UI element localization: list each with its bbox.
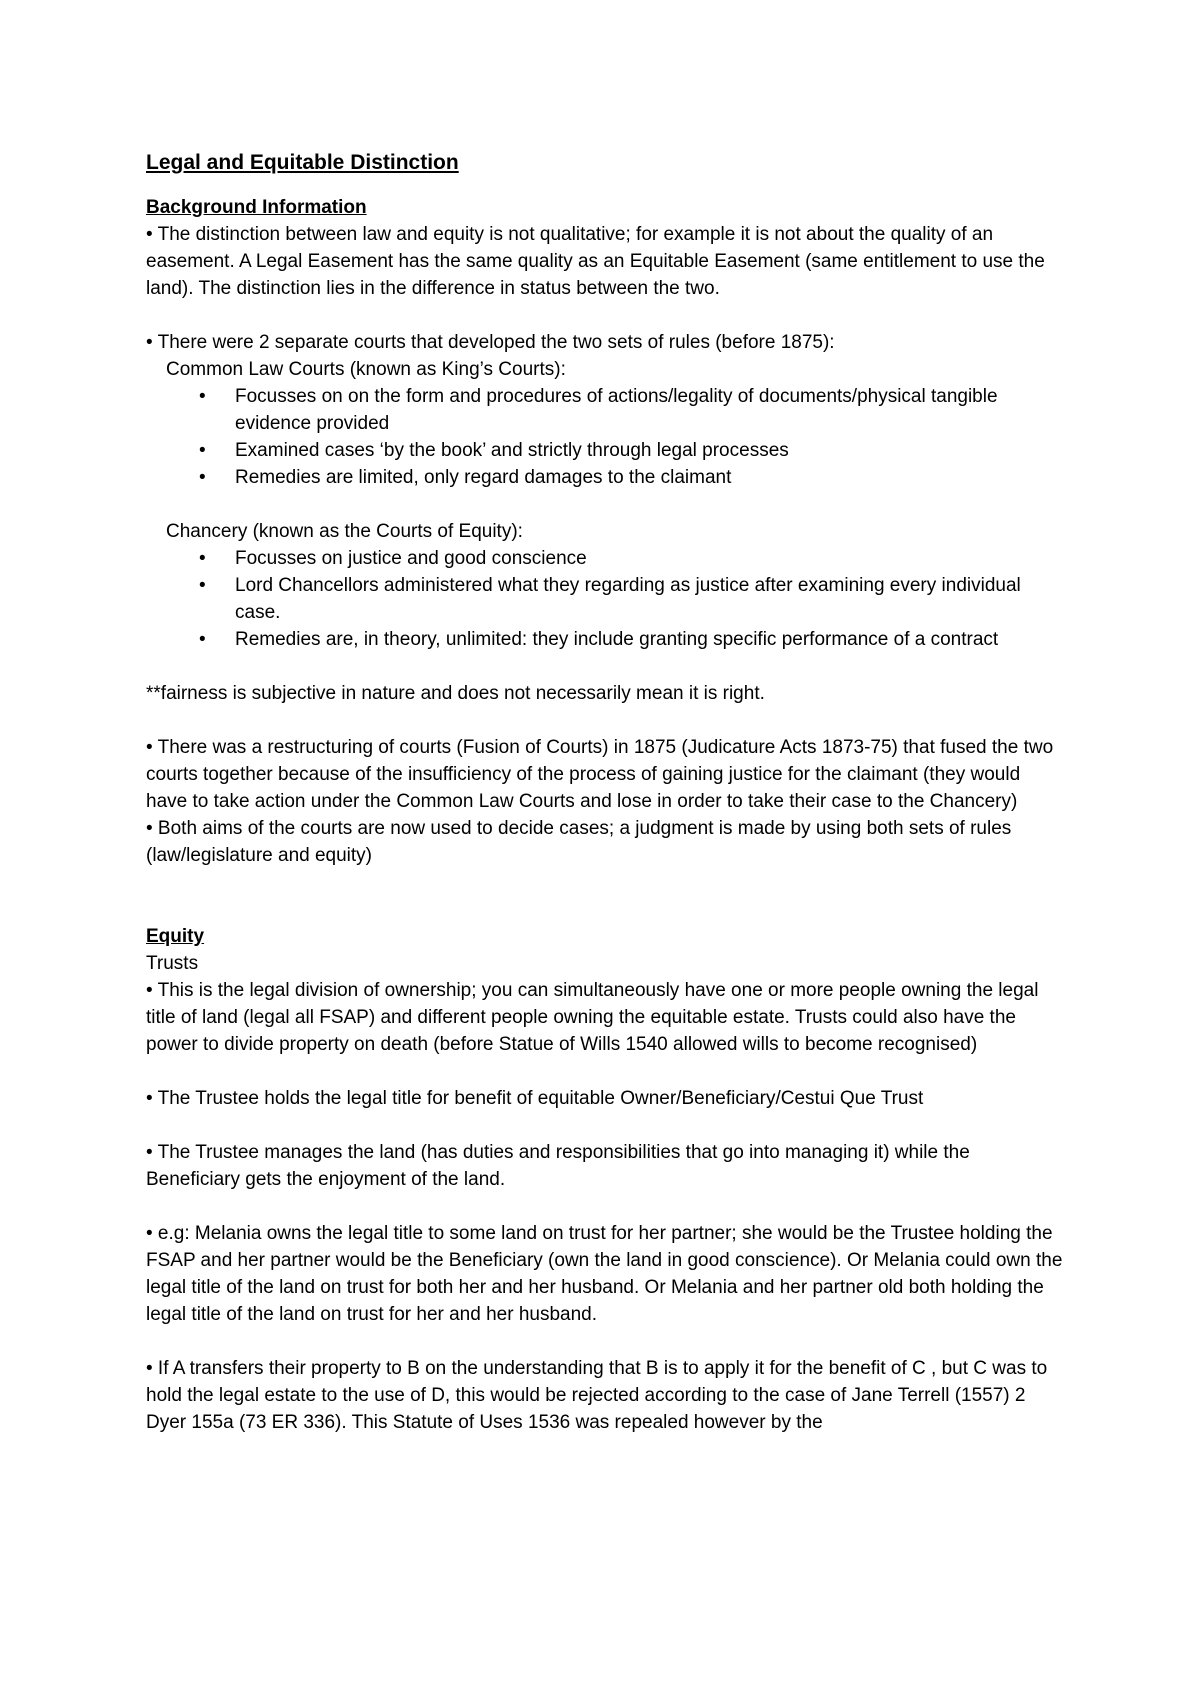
paragraph: • If A transfers their property to B on the understanding that B is to apply it for the benefit of C , but C was to hold the legal estate to the use of D, this would be rejected according to the case of Jane Terrell (1557) 2 Dyer 155a (73 ER 336). This Statute of Uses 1536 was repealed however by the xyxy=(146,1358,1048,1433)
bullet-icon: • xyxy=(199,575,206,596)
spacer xyxy=(146,653,1066,680)
paragraph: • e.g: Melania owns the legal title to some land on trust for her partner; she would be the Trustee holding the FSAP and her partner would be the Beneficiary (own the land in good conscience). Or Melania could own the legal title of the land on trust for both her and her husband. Or Melania and her partner old both holding the legal title of the land on trust for her and her husband. xyxy=(146,1223,1063,1325)
document-page xyxy=(146,150,1066,1436)
paragraph: • The distinction between law and equity is not qualitative; for example it is not about the quality of an easement. A Legal Easement has the same quality as an Equitable Easement (same entitlement to use the land). The distinction lies in the difference in status between the two. xyxy=(146,224,1045,299)
list-item: • Lord Chancellors administered what they regarding as justice after examining every individual case. xyxy=(186,572,1066,626)
spacer xyxy=(146,1112,1066,1139)
paragraph: • This is the legal division of ownership; you can simultaneously have one or more people owning the legal title of land (legal all FSAP) and different people owning the equitable estate. Trusts could also have the power to divide property on death (before Statue of Wills 1540 allowed wills to become recognised) xyxy=(146,980,1039,1055)
bullet-list-common-law xyxy=(146,383,1066,491)
list-item: • Focusses on on the form and procedures of actions/legality of documents/physical tangible evidence provided xyxy=(186,383,1066,437)
list-item: • Remedies are limited, only regard damages to the claimant xyxy=(186,464,1066,491)
spacer xyxy=(146,1058,1066,1085)
list-item: • Remedies are, in theory, unlimited: they include granting specific performance of a contract xyxy=(186,626,1066,653)
bullet-icon: • xyxy=(199,467,206,488)
subheading-common-law: Common Law Courts (known as King’s Courts): xyxy=(166,359,566,380)
subheading-trusts: Trusts xyxy=(146,953,199,974)
list-item: • Examined cases ‘by the book’ and strictly through legal processes xyxy=(186,437,1066,464)
section-heading-equity: Equity xyxy=(146,926,205,947)
bullet-list-chancery xyxy=(146,545,1066,653)
document-title: Legal and Equitable Distinction xyxy=(146,151,459,174)
spacer xyxy=(146,302,1066,329)
paragraph: • There were 2 separate courts that developed the two sets of rules (before 1875): xyxy=(146,332,835,353)
spacer xyxy=(146,869,1066,923)
bullet-icon: • xyxy=(199,386,206,407)
spacer xyxy=(146,1193,1066,1220)
bullet-icon: • xyxy=(199,629,206,650)
bullet-icon: • xyxy=(199,548,206,569)
list-item: • Focusses on justice and good conscience xyxy=(186,545,1066,572)
paragraph: • The Trustee manages the land (has duties and responsibilities that go into managing it) while the Beneficiary gets the enjoyment of the land. xyxy=(146,1142,970,1190)
note: **fairness is subjective in nature and does not necessarily mean it is right. xyxy=(146,683,765,704)
spacer xyxy=(146,1328,1066,1355)
paragraph: • Both aims of the courts are now used to decide cases; a judgment is made by using both sets of rules (law/legislature and equity) xyxy=(146,818,1012,866)
section-heading-background: Background Information xyxy=(146,197,367,218)
spacer xyxy=(146,491,1066,518)
paragraph: • There was a restructuring of courts (Fusion of Courts) in 1875 (Judicature Acts 1873-75) that fused the two courts together because of the insufficiency of the process of gaining justice for the claimant (they would have to take action under the Common Law Courts and lose in order to take their case to the Chancery) xyxy=(146,737,1054,812)
paragraph: • The Trustee holds the legal title for benefit of equitable Owner/Beneficiary/Cestui Que Trust xyxy=(146,1088,924,1109)
bullet-icon: • xyxy=(199,440,206,461)
subheading-chancery: Chancery (known as the Courts of Equity): xyxy=(166,521,523,542)
spacer xyxy=(146,707,1066,734)
